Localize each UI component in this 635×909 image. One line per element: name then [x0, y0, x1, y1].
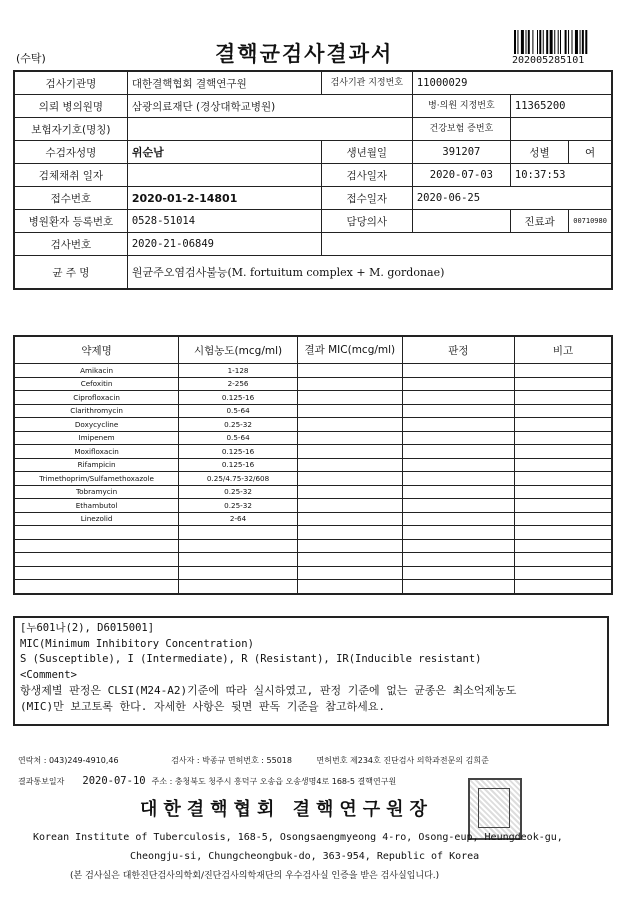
drug-mic-cell: [297, 364, 402, 378]
comment-mic-def: MIC(Minimum Inhibitory Concentration): [20, 637, 254, 650]
drug-drug-cell: [14, 553, 179, 567]
examiner: 검사자 : 박종규 면허번호 : 55018: [171, 756, 292, 765]
report-date-label: 결과통보일자: [18, 777, 65, 786]
drug-interp-cell: [402, 404, 514, 418]
drug-mic-cell: [297, 472, 402, 486]
drug-mic-cell: [297, 566, 402, 580]
dept-label: 진료과: [510, 210, 568, 233]
drug-interp-cell: [402, 431, 514, 445]
drug-row: [14, 499, 612, 513]
birth-label: 생년월일: [321, 141, 412, 164]
drug-row: [14, 418, 612, 432]
test-time: 10:37:53: [510, 164, 612, 187]
drug-mic-cell: [297, 553, 402, 567]
drug-mic-cell: [297, 580, 402, 594]
drug-row: [14, 445, 612, 459]
drug-row: [14, 512, 612, 526]
receipt-no: 2020-01-2-14801: [127, 187, 321, 210]
drug-drug-cell: Tobramycin: [14, 485, 179, 499]
drug-drug-cell: Imipenem: [14, 431, 179, 445]
patient-label: 수검자성명: [14, 141, 127, 164]
drug-drug-cell: [14, 539, 179, 553]
drug-interp-cell: [402, 580, 514, 594]
barcode-number: 202005285101: [512, 55, 585, 66]
hospital-code: 11365200: [510, 95, 612, 118]
drug-mic-cell: [297, 485, 402, 499]
drug-mic-cell: [297, 526, 402, 540]
drug-note-cell: [515, 539, 612, 553]
drug-interp-cell: [402, 512, 514, 526]
drug-row: [14, 553, 612, 567]
comment-box: [13, 616, 609, 726]
drug-row: [14, 431, 612, 445]
drug-mic-cell: [297, 499, 402, 513]
collect-date-label: 검체채취 일자: [14, 164, 127, 187]
drug-note-cell: [515, 391, 612, 405]
drug-interp-cell: [402, 364, 514, 378]
drug-range-cell: 0.125-16: [179, 458, 298, 472]
col-note-header: 비고: [515, 336, 612, 364]
doctor-value: [412, 210, 510, 233]
drug-row: [14, 391, 612, 405]
drug-interp-cell: [402, 499, 514, 513]
copy-label: (수탁): [16, 52, 46, 65]
drug-mic-cell: [297, 458, 402, 472]
drug-range-cell: 2-64: [179, 512, 298, 526]
insurer-value: [127, 118, 412, 141]
collect-date: [127, 164, 321, 187]
license-holder: 면허번호 제234호 진단검사 의학과전문의 김희준: [316, 756, 489, 765]
drug-range-cell: [179, 553, 298, 567]
drug-range-cell: 0.125-16: [179, 391, 298, 405]
hospital-label: 의뢰 병의원명: [14, 95, 127, 118]
drug-note-cell: [515, 458, 612, 472]
barcode-icon: [514, 30, 608, 54]
birth-date: 391207: [412, 141, 510, 164]
drug-drug-cell: Amikacin: [14, 364, 179, 378]
comment-text-1: 항생제별 판정은 CLSI(M24-A2)기준에 따라 실시하였고, 판정 기준에 없는 균종은 최소억제농도: [20, 684, 517, 698]
certification-note: (본 검사실은 대한진단검사의학회/진단검사의학재단의 우수검사실 인증을 받은 검사실입니다.): [70, 871, 440, 881]
drug-drug-cell: Clarithromycin: [14, 404, 179, 418]
drug-row: [14, 458, 612, 472]
drug-interp-cell: [402, 485, 514, 499]
drug-row: [14, 526, 612, 540]
drug-drug-cell: Trimethoprim/Sulfamethoxazole: [14, 472, 179, 486]
drug-mic-cell: [297, 445, 402, 459]
drug-note-cell: [515, 472, 612, 486]
drug-range-cell: [179, 526, 298, 540]
drug-interp-cell: [402, 526, 514, 540]
comment-heading: <Comment>: [20, 668, 77, 681]
drug-row: [14, 485, 612, 499]
drug-mic-cell: [297, 391, 402, 405]
drug-interp-cell: [402, 539, 514, 553]
drug-note-cell: [515, 553, 612, 567]
drug-interp-cell: [402, 377, 514, 391]
drug-mic-cell: [297, 539, 402, 553]
drug-mic-cell: [297, 377, 402, 391]
drug-drug-cell: Ethambutol: [14, 499, 179, 513]
drug-interp-cell: [402, 418, 514, 432]
drug-drug-cell: Linezolid: [14, 512, 179, 526]
drug-note-cell: [515, 445, 612, 459]
sex-label: 성별: [510, 141, 568, 164]
col-interp-header: 판정: [402, 336, 514, 364]
footer-contact-line: [18, 755, 489, 766]
drug-note-cell: [515, 418, 612, 432]
drug-mic-cell: [297, 418, 402, 432]
lab-code-label: 검사기관 지정번호: [321, 71, 412, 95]
drug-row: [14, 377, 612, 391]
lab-name-label: 검사기관명: [14, 71, 127, 95]
address-en-line1: Korean Institute of Tuberculosis, 168-5, Osongsaengmyeong 4-ro, Osong-eup, Heungdeok-gu,: [33, 832, 563, 843]
receipt-no-label: 접수번호: [14, 187, 127, 210]
drug-range-cell: 0.25/4.75-32/608: [179, 472, 298, 486]
comment-legend: S (Susceptible), I (Intermediate), R (Resistant), IR(Inducible resistant): [20, 653, 482, 666]
lab-name: 대한결핵협회 결핵연구원: [127, 71, 321, 95]
test-no-blank: [321, 233, 612, 256]
drug-range-cell: 0.5-64: [179, 431, 298, 445]
hospital-code-label: 병·의원 지정번호: [412, 95, 510, 118]
species-label: 균 주 명: [14, 256, 127, 290]
drug-range-cell: 0.25-32: [179, 418, 298, 432]
drug-interp-cell: [402, 391, 514, 405]
test-no-label: 검사번호: [14, 233, 127, 256]
lab-code: 11000029: [412, 71, 612, 95]
drug-note-cell: [515, 526, 612, 540]
drug-range-cell: [179, 539, 298, 553]
drug-interp-cell: [402, 472, 514, 486]
drug-drug-cell: Moxifloxacin: [14, 445, 179, 459]
col-drug-header: 약제명: [14, 336, 179, 364]
drug-mic-cell: [297, 512, 402, 526]
drug-range-cell: 0.25-32: [179, 485, 298, 499]
drug-note-cell: [515, 377, 612, 391]
insurer-label: 보험자기호(명칭): [14, 118, 127, 141]
drug-susceptibility-table: [13, 335, 613, 595]
drug-note-cell: [515, 485, 612, 499]
drug-range-cell: 0.5-64: [179, 404, 298, 418]
contact: 연락처 : 043)249-4910,46: [18, 756, 119, 765]
receipt-date: 2020-06-25: [412, 187, 612, 210]
organization-name: 대한결핵협회 결핵연구원장: [140, 799, 433, 820]
report-date: 2020-07-10: [82, 775, 146, 787]
drug-range-cell: [179, 580, 298, 594]
official-seal-icon: [468, 778, 522, 840]
species-value: 원균주오염검사불능(M. fortuitum complex + M. gordonae): [127, 256, 612, 290]
reg-no-label: 병원환자 등록번호: [14, 210, 127, 233]
comment-code: [누601나(2), D6015001]: [20, 622, 155, 634]
drug-interp-cell: [402, 553, 514, 567]
col-mic-header: 결과 MIC(mcg/ml): [297, 336, 402, 364]
address-ko: 주소 : 충청북도 청주시 흥덕구 오송읍 오송생명4로 168-5 결핵연구원: [151, 777, 397, 786]
address-en-line2: Cheongju-si, Chungcheongbuk-do, 363-954, Republic of Korea: [130, 851, 480, 862]
test-no: 2020-21-06849: [127, 233, 321, 256]
drug-note-cell: [515, 404, 612, 418]
test-date-label: 검사일자: [321, 164, 412, 187]
drug-note-cell: [515, 364, 612, 378]
receipt-date-label: 접수일자: [321, 187, 412, 210]
drug-range-cell: 1-128: [179, 364, 298, 378]
drug-row: [14, 472, 612, 486]
drug-interp-cell: [402, 445, 514, 459]
col-range-header: 시험농도(mcg/ml): [179, 336, 298, 364]
drug-note-cell: [515, 580, 612, 594]
drug-interp-cell: [402, 458, 514, 472]
drug-note-cell: [515, 499, 612, 513]
drug-row: [14, 566, 612, 580]
drug-range-cell: 0.25-32: [179, 499, 298, 513]
drug-drug-cell: Cefoxitin: [14, 377, 179, 391]
drug-note-cell: [515, 431, 612, 445]
drug-drug-cell: Ciprofloxacin: [14, 391, 179, 405]
drug-row: [14, 404, 612, 418]
drug-mic-cell: [297, 404, 402, 418]
document-title: 결핵균검사결과서: [215, 41, 394, 66]
drug-note-cell: [515, 512, 612, 526]
sex-value: 여: [569, 141, 612, 164]
drug-row: [14, 364, 612, 378]
drug-interp-cell: [402, 566, 514, 580]
drug-drug-cell: [14, 566, 179, 580]
comment-text-2: (MIC)만 보고토록 한다. 자세한 사항은 뒷면 판독 기준을 참고하세요.: [20, 699, 385, 713]
drug-row: [14, 580, 612, 594]
hospital-name: 삼광의료재단 (경상대학교병원): [127, 95, 412, 118]
drug-drug-cell: [14, 526, 179, 540]
drug-note-cell: [515, 566, 612, 580]
footer-report-line: [18, 775, 396, 787]
drug-range-cell: [179, 566, 298, 580]
insurance-no-label: 건강보험 증번호: [412, 118, 510, 141]
drug-row: [14, 539, 612, 553]
drug-mic-cell: [297, 431, 402, 445]
test-date: 2020-07-03: [412, 164, 510, 187]
drug-range-cell: 0.125-16: [179, 445, 298, 459]
drug-drug-cell: Rifampicin: [14, 458, 179, 472]
patient-info-table: [13, 70, 613, 290]
drug-range-cell: 2-256: [179, 377, 298, 391]
insurance-no: [510, 118, 612, 141]
reg-no: 0528-51014: [127, 210, 321, 233]
drug-drug-cell: Doxycycline: [14, 418, 179, 432]
dept-value: 00710980: [569, 210, 612, 233]
patient-name: 위순남: [127, 141, 321, 164]
drug-drug-cell: [14, 580, 179, 594]
doctor-label: 담당의사: [321, 210, 412, 233]
